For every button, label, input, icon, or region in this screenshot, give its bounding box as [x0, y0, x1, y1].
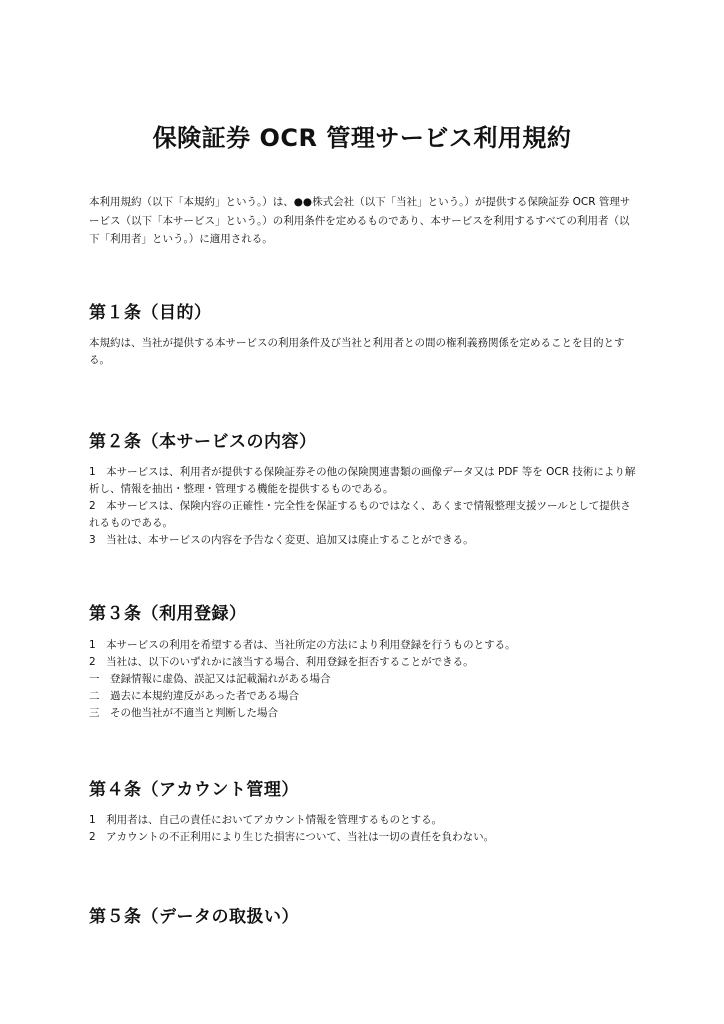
article-4-body — [89, 812, 639, 846]
article-3-line-4: 二 過去に本規約違反があった者である場合 — [89, 690, 299, 702]
document-title: 保険証券 OCR 管理サービス利用規約 — [152, 124, 572, 152]
article-2-line-3: 3 当社は、本サービスの内容を予告なく変更、追加又は廃止することができる。 — [89, 534, 474, 546]
intro-paragraph: 本利用規約（以下「本規約」という。）は、●●株式会社（以下「当社」という。）が提供する保険証券 OCR 管理サービス（以下「本サービス」という。）の利用条件を定めるものであり、本サービスを利用するすべての利用者（以下「利用者」という。）に適用される。 — [89, 196, 631, 245]
article-3-line-3: 一 登録情報に虚偽、誤記又は記載漏れがある場合 — [89, 673, 331, 685]
article-3-body — [89, 637, 639, 722]
article-3-line-2: 2 当社は、以下のいずれかに該当する場合、利用登録を拒否することができる。 — [89, 656, 474, 668]
article-4-line-1: 1 利用者は、自己の責任においてアカウント情報を管理するものとする。 — [89, 814, 443, 826]
article-1-heading: 第１条（目的） — [89, 303, 212, 323]
article-4-line-2: 2 アカウントの不正利用により生じた損害について、当社は一切の責任を負わない。 — [89, 831, 495, 843]
article-1-line-1: 本規約は、当社が提供する本サービスの利用条件及び当社と利用者との間の権利義務関係を定めることを目的とする。 — [89, 337, 625, 366]
article-1-body — [89, 335, 639, 369]
article-2-line-1: 1 本サービスは、利用者が提供する保険証券その他の保険関連書類の画像データ又は PDF 等を OCR 技術により解析し、情報を抽出・整理・管理する機能を提供するものである。 — [89, 466, 636, 495]
article-3-line-5: 三 その他当社が不適当と判断した場合 — [89, 707, 278, 719]
article-3-heading: 第３条（利用登録） — [89, 604, 247, 624]
article-4-heading: 第４条（アカウント管理） — [89, 780, 299, 800]
article-2-heading: 第２条（本サービスの内容） — [89, 432, 317, 452]
article-2-line-2: 2 本サービスは、保険内容の正確性・完全性を保証するものではなく、あくまで情報整理支援ツールとして提供されるものである。 — [89, 500, 631, 529]
article-3-line-1: 1 本サービスの利用を希望する者は、当社所定の方法により利用登録を行うものとする。 — [89, 639, 516, 651]
article-5-heading: 第５条（データの取扱い） — [89, 907, 299, 927]
article-2-body — [89, 464, 639, 549]
